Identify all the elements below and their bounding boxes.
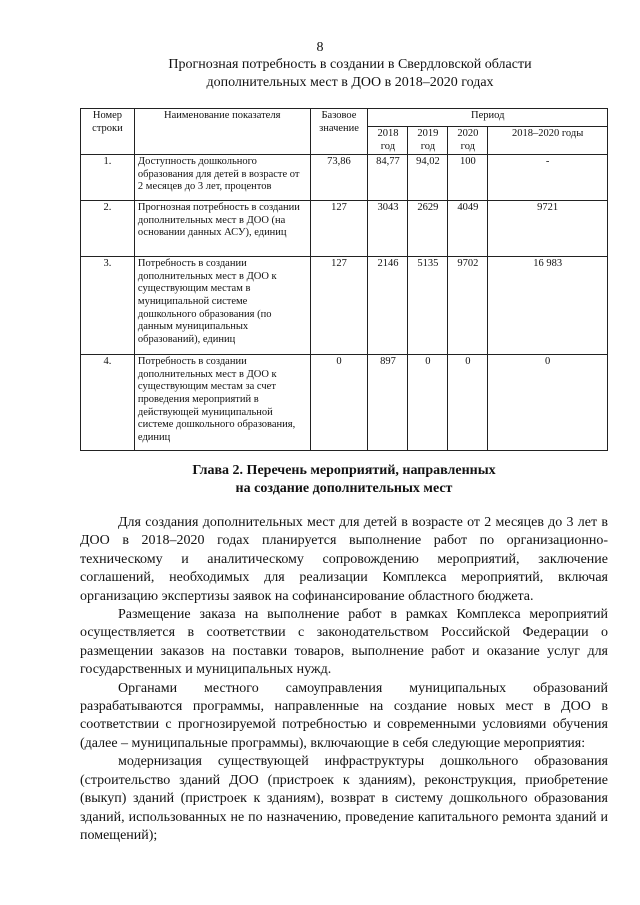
cell-2019: 2629 (408, 201, 448, 257)
table-row (81, 257, 608, 355)
body-text (80, 514, 608, 845)
header-period: Период (368, 109, 608, 127)
cell-total: - (488, 155, 608, 201)
paragraph: Размещение заказа на выполнение работ в рамках Комплекса мероприятий осуществляется в соответствии с законодательством Российской Федерации о размещении заказов на поставки товаров, выполнение работ и оказание услуг для государственных и муниципальных нужд. (80, 607, 608, 678)
header-indicator-name: Наименование показателя (134, 109, 310, 155)
cell-indicator-name: Доступность дошкольного образования для детей в возрасте от 2 месяцев до 3 лет, процентов (134, 155, 310, 201)
header-2020: 2020 год (448, 127, 488, 155)
header-row-number: Номер строки (81, 109, 135, 155)
cell-2020: 4049 (448, 201, 488, 257)
page-title (100, 56, 600, 92)
cell-2018: 897 (368, 355, 408, 451)
cell-2018: 3043 (368, 201, 408, 257)
header-2019: 2019 год (408, 127, 448, 155)
cell-2020: 0 (448, 355, 488, 451)
cell-indicator-name: Потребность в создании дополнительных мест в ДОО к существующим местам в муниципальной системе дошкольного образования (по данным муниципальных образований), единиц (134, 257, 310, 355)
chapter-heading-line-1: Глава 2. Перечень мероприятий, направленных (192, 463, 496, 478)
cell-2020: 100 (448, 155, 488, 201)
cell-2020: 9702 (448, 257, 488, 355)
paragraph: Органами местного самоуправления муниципальных образований разрабатываются программы, направленные на создание новых мест в ДОО в соответствии с прогнозируемой потребностью и современными условиями обучения (далее – муниципальные программы), включающие в себя следующие мероприятия: (80, 680, 608, 751)
title-line-1: Прогнозная потребность в создании в Свердловской области (168, 57, 532, 72)
cell-total: 0 (488, 355, 608, 451)
cell-2019: 0 (408, 355, 448, 451)
cell-base-value: 0 (310, 355, 368, 451)
header-2018-2020: 2018–2020 годы (488, 127, 608, 155)
chapter-heading (80, 462, 608, 498)
cell-row-number: 2. (81, 201, 135, 257)
table-row (81, 355, 608, 451)
cell-row-number: 1. (81, 155, 135, 201)
chapter-heading-line-2: на создание дополнительных мест (235, 481, 453, 496)
page-number: 8 (316, 40, 324, 55)
cell-2019: 94,02 (408, 155, 448, 201)
cell-2018: 84,77 (368, 155, 408, 201)
header-base-value: Базовое значение (310, 109, 368, 155)
cell-total: 16 983 (488, 257, 608, 355)
paragraph: модернизация существующей инфраструктуры дошкольного образования (строительство зданий ДОО (пристроек к зданиям), реконструкция, приобретение (выкуп) зданий (пристроек к зданиям), возврат в систему дошкольного образования зданий, использованных не по назначению, проведение капитального ремонта зданий и помещений); (80, 754, 608, 843)
cell-2018: 2146 (368, 257, 408, 355)
forecast-table (80, 108, 608, 451)
cell-base-value: 127 (310, 257, 368, 355)
cell-indicator-name: Прогнозная потребность в создании дополнительных мест в ДОО (на основании данных АСУ), единиц (134, 201, 310, 257)
paragraph: Для создания дополнительных мест для детей в возрасте от 2 месяцев до 3 лет в ДОО в 2018–2020 годах планируется выполнение работ по организационно-техническому и аналитическому сопровождению мероприятий, заключение соглашений, необходимых для реализации Комплекса мероприятий, включая организацию экспертизы заявок на софинансирование областного бюджета. (80, 515, 608, 604)
table-row (81, 201, 608, 257)
cell-2019: 5135 (408, 257, 448, 355)
cell-base-value: 73,86 (310, 155, 368, 201)
cell-total: 9721 (488, 201, 608, 257)
table-row (81, 155, 608, 201)
header-2018: 2018 год (368, 127, 408, 155)
cell-indicator-name: Потребность в создании дополнительных мест в ДОО к существующим местам за счет проведения мероприятий в действующей муниципальной системе дошкольного образования, единиц (134, 355, 310, 451)
cell-base-value: 127 (310, 201, 368, 257)
cell-row-number: 3. (81, 257, 135, 355)
title-line-2: дополнительных мест в ДОО в 2018–2020 годах (206, 75, 494, 90)
cell-row-number: 4. (81, 355, 135, 451)
